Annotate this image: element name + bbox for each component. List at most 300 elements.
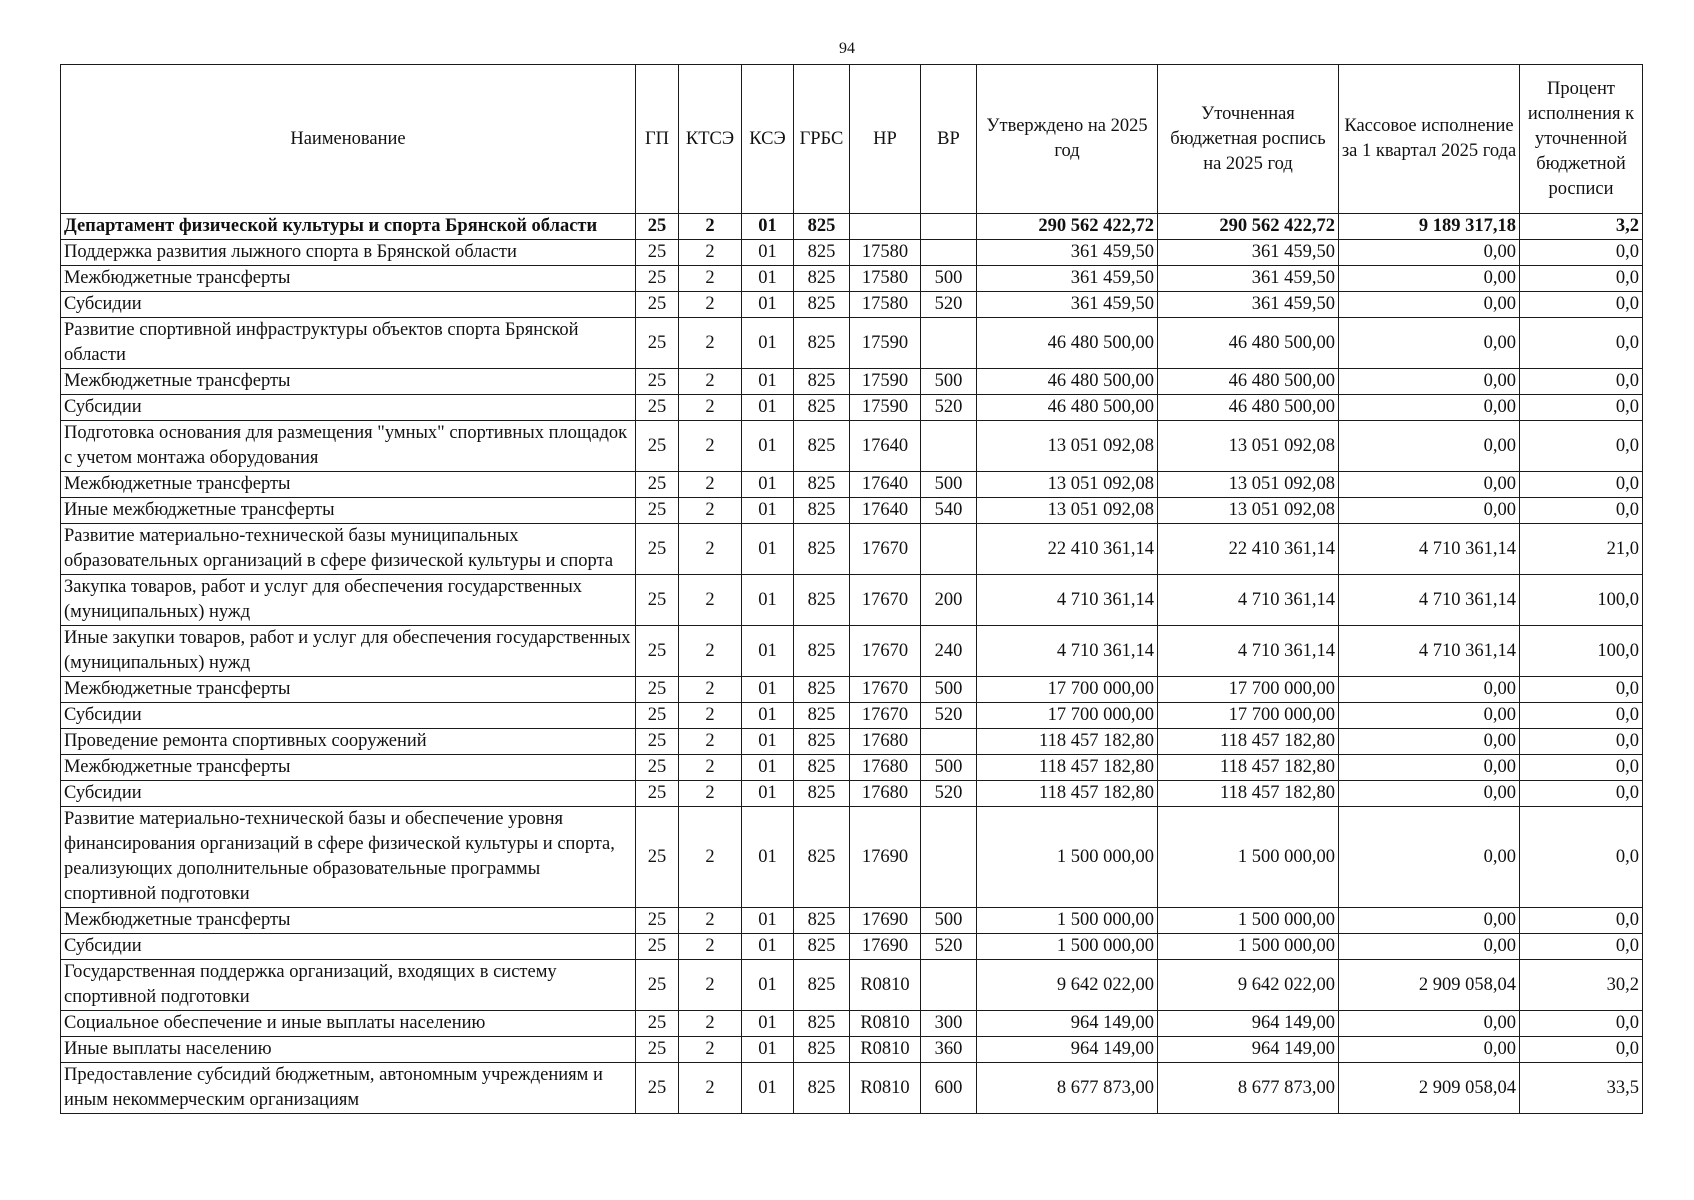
cell-vr: 200 [921, 575, 977, 626]
cell-name: Субсидии [61, 781, 636, 807]
table-row [61, 318, 1643, 369]
cell-percent: 0,0 [1520, 498, 1643, 524]
cell-gp: 25 [636, 934, 679, 960]
cell-approved: 4 710 361,14 [977, 626, 1158, 677]
cell-vr: 500 [921, 677, 977, 703]
cell-ktse: 2 [679, 472, 742, 498]
cell-cash: 0,00 [1339, 729, 1520, 755]
cell-refined: 17 700 000,00 [1158, 677, 1339, 703]
cell-grbs: 825 [794, 1037, 850, 1063]
cell-percent: 0,0 [1520, 755, 1643, 781]
cell-grbs: 825 [794, 729, 850, 755]
cell-grbs: 825 [794, 626, 850, 677]
table-row [61, 807, 1643, 908]
cell-name: Иные выплаты населению [61, 1037, 636, 1063]
cell-kse: 01 [742, 214, 794, 240]
cell-name: Субсидии [61, 703, 636, 729]
cell-cash: 0,00 [1339, 292, 1520, 318]
cell-refined: 46 480 500,00 [1158, 395, 1339, 421]
cell-kse: 01 [742, 807, 794, 908]
budget-table-body [61, 214, 1643, 1114]
cell-refined: 964 149,00 [1158, 1037, 1339, 1063]
cell-nr: 17670 [850, 575, 921, 626]
cell-name: Развитие материально-технической базы и обеспечение уровня финансирования организаций в сфере физической культуры и спорта, реализующих дополнительные образовательные программы спортивной подготовки [61, 807, 636, 908]
table-row [61, 755, 1643, 781]
cell-ktse: 2 [679, 214, 742, 240]
table-row [61, 395, 1643, 421]
cell-cash: 0,00 [1339, 908, 1520, 934]
cell-ktse: 2 [679, 498, 742, 524]
cell-nr: 17670 [850, 703, 921, 729]
cell-refined: 118 457 182,80 [1158, 755, 1339, 781]
header-ktse: КТСЭ [679, 65, 742, 214]
cell-grbs: 825 [794, 318, 850, 369]
cell-gp: 25 [636, 214, 679, 240]
cell-name: Межбюджетные трансферты [61, 266, 636, 292]
cell-gp: 25 [636, 960, 679, 1011]
cell-percent: 0,0 [1520, 781, 1643, 807]
cell-percent: 0,0 [1520, 266, 1643, 292]
cell-ktse: 2 [679, 266, 742, 292]
cell-ktse: 2 [679, 369, 742, 395]
cell-grbs: 825 [794, 369, 850, 395]
cell-approved: 964 149,00 [977, 1011, 1158, 1037]
cell-nr: 17670 [850, 626, 921, 677]
cell-nr: R0810 [850, 1011, 921, 1037]
cell-vr: 240 [921, 626, 977, 677]
cell-approved: 13 051 092,08 [977, 472, 1158, 498]
cell-gp: 25 [636, 755, 679, 781]
cell-approved: 13 051 092,08 [977, 421, 1158, 472]
cell-name: Субсидии [61, 395, 636, 421]
cell-nr: 17670 [850, 524, 921, 575]
cell-kse: 01 [742, 292, 794, 318]
header-percent: Процент исполнения к уточненной бюджетной росписи [1520, 65, 1643, 214]
header-grbs: ГРБС [794, 65, 850, 214]
cell-vr: 500 [921, 369, 977, 395]
cell-grbs: 825 [794, 240, 850, 266]
header-refined: Уточненная бюджетная роспись на 2025 год [1158, 65, 1339, 214]
cell-percent: 0,0 [1520, 677, 1643, 703]
cell-vr [921, 214, 977, 240]
cell-cash: 0,00 [1339, 395, 1520, 421]
cell-refined: 46 480 500,00 [1158, 369, 1339, 395]
cell-cash: 0,00 [1339, 781, 1520, 807]
cell-grbs: 825 [794, 781, 850, 807]
cell-grbs: 825 [794, 472, 850, 498]
cell-ktse: 2 [679, 807, 742, 908]
cell-nr: 17690 [850, 934, 921, 960]
header-kse: КСЭ [742, 65, 794, 214]
cell-kse: 01 [742, 266, 794, 292]
cell-approved: 1 500 000,00 [977, 807, 1158, 908]
table-row [61, 214, 1643, 240]
table-row [61, 781, 1643, 807]
cell-approved: 17 700 000,00 [977, 677, 1158, 703]
cell-approved: 8 677 873,00 [977, 1063, 1158, 1114]
cell-gp: 25 [636, 908, 679, 934]
header-nr: НР [850, 65, 921, 214]
cell-approved: 1 500 000,00 [977, 934, 1158, 960]
cell-kse: 01 [742, 498, 794, 524]
cell-gp: 25 [636, 240, 679, 266]
cell-name: Развитие спортивной инфраструктуры объектов спорта Брянской области [61, 318, 636, 369]
cell-cash: 4 710 361,14 [1339, 626, 1520, 677]
cell-nr: R0810 [850, 1037, 921, 1063]
cell-name: Межбюджетные трансферты [61, 677, 636, 703]
cell-name: Государственная поддержка организаций, входящих в систему спортивной подготовки [61, 960, 636, 1011]
cell-nr: 17680 [850, 781, 921, 807]
cell-name: Проведение ремонта спортивных сооружений [61, 729, 636, 755]
cell-percent: 0,0 [1520, 729, 1643, 755]
cell-refined: 118 457 182,80 [1158, 729, 1339, 755]
cell-kse: 01 [742, 1037, 794, 1063]
cell-ktse: 2 [679, 677, 742, 703]
cell-nr: R0810 [850, 960, 921, 1011]
cell-ktse: 2 [679, 524, 742, 575]
cell-percent: 0,0 [1520, 369, 1643, 395]
cell-vr: 540 [921, 498, 977, 524]
cell-kse: 01 [742, 934, 794, 960]
cell-approved: 46 480 500,00 [977, 318, 1158, 369]
page-number: 94 [839, 40, 855, 57]
table-row [61, 934, 1643, 960]
header-name: Наименование [61, 65, 636, 214]
cell-cash: 4 710 361,14 [1339, 524, 1520, 575]
cell-gp: 25 [636, 781, 679, 807]
cell-kse: 01 [742, 626, 794, 677]
cell-percent: 0,0 [1520, 807, 1643, 908]
cell-kse: 01 [742, 472, 794, 498]
cell-ktse: 2 [679, 240, 742, 266]
cell-approved: 361 459,50 [977, 240, 1158, 266]
header-approved: Утверждено на 2025 год [977, 65, 1158, 214]
cell-approved: 118 457 182,80 [977, 781, 1158, 807]
cell-vr: 600 [921, 1063, 977, 1114]
cell-approved: 17 700 000,00 [977, 703, 1158, 729]
cell-ktse: 2 [679, 626, 742, 677]
cell-cash: 2 909 058,04 [1339, 960, 1520, 1011]
header-vr: ВР [921, 65, 977, 214]
cell-kse: 01 [742, 240, 794, 266]
cell-grbs: 825 [794, 908, 850, 934]
cell-nr: 17670 [850, 677, 921, 703]
cell-grbs: 825 [794, 266, 850, 292]
cell-name: Социальное обеспечение и иные выплаты населению [61, 1011, 636, 1037]
cell-refined: 46 480 500,00 [1158, 318, 1339, 369]
cell-cash: 0,00 [1339, 472, 1520, 498]
cell-grbs: 825 [794, 292, 850, 318]
cell-ktse: 2 [679, 318, 742, 369]
cell-cash: 2 909 058,04 [1339, 1063, 1520, 1114]
cell-approved: 361 459,50 [977, 292, 1158, 318]
cell-nr: 17680 [850, 755, 921, 781]
cell-ktse: 2 [679, 292, 742, 318]
cell-kse: 01 [742, 755, 794, 781]
cell-kse: 01 [742, 318, 794, 369]
cell-ktse: 2 [679, 781, 742, 807]
table-row [61, 703, 1643, 729]
table-row [61, 1011, 1643, 1037]
cell-gp: 25 [636, 729, 679, 755]
cell-vr [921, 524, 977, 575]
cell-percent: 0,0 [1520, 395, 1643, 421]
table-row [61, 677, 1643, 703]
cell-percent: 3,2 [1520, 214, 1643, 240]
cell-cash: 0,00 [1339, 703, 1520, 729]
cell-percent: 21,0 [1520, 524, 1643, 575]
cell-name: Субсидии [61, 292, 636, 318]
cell-approved: 361 459,50 [977, 266, 1158, 292]
cell-percent: 100,0 [1520, 626, 1643, 677]
cell-kse: 01 [742, 421, 794, 472]
cell-kse: 01 [742, 677, 794, 703]
cell-name: Департамент физической культуры и спорта Брянской области [61, 214, 636, 240]
cell-gp: 25 [636, 266, 679, 292]
cell-ktse: 2 [679, 1063, 742, 1114]
cell-nr: 17680 [850, 729, 921, 755]
cell-percent: 0,0 [1520, 421, 1643, 472]
cell-nr: 17690 [850, 807, 921, 908]
cell-percent: 0,0 [1520, 703, 1643, 729]
table-row [61, 472, 1643, 498]
cell-grbs: 825 [794, 934, 850, 960]
table-row [61, 524, 1643, 575]
cell-name: Поддержка развития лыжного спорта в Брянской области [61, 240, 636, 266]
table-row [61, 908, 1643, 934]
cell-nr: 17590 [850, 318, 921, 369]
cell-gp: 25 [636, 1063, 679, 1114]
cell-nr: 17640 [850, 472, 921, 498]
cell-name: Иные межбюджетные трансферты [61, 498, 636, 524]
cell-vr [921, 240, 977, 266]
cell-ktse: 2 [679, 1037, 742, 1063]
cell-grbs: 825 [794, 1011, 850, 1037]
cell-ktse: 2 [679, 960, 742, 1011]
cell-gp: 25 [636, 677, 679, 703]
cell-refined: 8 677 873,00 [1158, 1063, 1339, 1114]
cell-refined: 964 149,00 [1158, 1011, 1339, 1037]
cell-refined: 1 500 000,00 [1158, 908, 1339, 934]
cell-percent: 30,2 [1520, 960, 1643, 1011]
cell-kse: 01 [742, 703, 794, 729]
cell-nr: 17590 [850, 395, 921, 421]
cell-name: Субсидии [61, 934, 636, 960]
table-row [61, 960, 1643, 1011]
cell-kse: 01 [742, 524, 794, 575]
table-row [61, 729, 1643, 755]
cell-cash: 0,00 [1339, 807, 1520, 908]
cell-vr: 360 [921, 1037, 977, 1063]
cell-approved: 4 710 361,14 [977, 575, 1158, 626]
cell-percent: 0,0 [1520, 472, 1643, 498]
cell-grbs: 825 [794, 214, 850, 240]
cell-grbs: 825 [794, 395, 850, 421]
cell-vr [921, 960, 977, 1011]
header-gp: ГП [636, 65, 679, 214]
cell-approved: 46 480 500,00 [977, 369, 1158, 395]
cell-refined: 361 459,50 [1158, 240, 1339, 266]
cell-vr: 520 [921, 781, 977, 807]
cell-percent: 0,0 [1520, 934, 1643, 960]
cell-refined: 1 500 000,00 [1158, 934, 1339, 960]
cell-name: Иные закупки товаров, работ и услуг для обеспечения государственных (муниципальных) нужд [61, 626, 636, 677]
cell-ktse: 2 [679, 395, 742, 421]
cell-kse: 01 [742, 960, 794, 1011]
cell-grbs: 825 [794, 807, 850, 908]
cell-ktse: 2 [679, 1011, 742, 1037]
cell-approved: 9 642 022,00 [977, 960, 1158, 1011]
cell-name: Межбюджетные трансферты [61, 908, 636, 934]
cell-cash: 0,00 [1339, 318, 1520, 369]
cell-cash: 4 710 361,14 [1339, 575, 1520, 626]
cell-name: Межбюджетные трансферты [61, 755, 636, 781]
cell-gp: 25 [636, 318, 679, 369]
cell-name: Подготовка основания для размещения "умных" спортивных площадок с учетом монтажа оборудования [61, 421, 636, 472]
cell-gp: 25 [636, 292, 679, 318]
cell-ktse: 2 [679, 729, 742, 755]
cell-refined: 13 051 092,08 [1158, 472, 1339, 498]
cell-grbs: 825 [794, 703, 850, 729]
cell-grbs: 825 [794, 755, 850, 781]
budget-table [60, 64, 1643, 1114]
cell-ktse: 2 [679, 575, 742, 626]
cell-gp: 25 [636, 626, 679, 677]
cell-percent: 100,0 [1520, 575, 1643, 626]
cell-ktse: 2 [679, 934, 742, 960]
cell-vr: 500 [921, 266, 977, 292]
cell-approved: 13 051 092,08 [977, 498, 1158, 524]
cell-grbs: 825 [794, 421, 850, 472]
cell-gp: 25 [636, 472, 679, 498]
cell-grbs: 825 [794, 575, 850, 626]
cell-approved: 22 410 361,14 [977, 524, 1158, 575]
cell-kse: 01 [742, 908, 794, 934]
cell-nr: 17640 [850, 421, 921, 472]
cell-vr: 300 [921, 1011, 977, 1037]
cell-kse: 01 [742, 781, 794, 807]
cell-refined: 22 410 361,14 [1158, 524, 1339, 575]
cell-gp: 25 [636, 1011, 679, 1037]
cell-ktse: 2 [679, 703, 742, 729]
cell-percent: 33,5 [1520, 1063, 1643, 1114]
table-row [61, 240, 1643, 266]
cell-refined: 118 457 182,80 [1158, 781, 1339, 807]
cell-approved: 1 500 000,00 [977, 908, 1158, 934]
header-row [61, 65, 1643, 214]
cell-nr [850, 214, 921, 240]
cell-refined: 4 710 361,14 [1158, 575, 1339, 626]
cell-cash: 0,00 [1339, 934, 1520, 960]
cell-percent: 0,0 [1520, 1011, 1643, 1037]
table-row [61, 266, 1643, 292]
cell-nr: 17640 [850, 498, 921, 524]
cell-kse: 01 [742, 1063, 794, 1114]
cell-vr: 500 [921, 472, 977, 498]
table-row [61, 1037, 1643, 1063]
cell-name: Межбюджетные трансферты [61, 472, 636, 498]
cell-refined: 9 642 022,00 [1158, 960, 1339, 1011]
cell-approved: 290 562 422,72 [977, 214, 1158, 240]
cell-approved: 46 480 500,00 [977, 395, 1158, 421]
cell-ktse: 2 [679, 755, 742, 781]
cell-approved: 964 149,00 [977, 1037, 1158, 1063]
cell-gp: 25 [636, 807, 679, 908]
cell-name: Закупка товаров, работ и услуг для обеспечения государственных (муниципальных) нужд [61, 575, 636, 626]
cell-vr: 500 [921, 755, 977, 781]
cell-grbs: 825 [794, 524, 850, 575]
cell-gp: 25 [636, 524, 679, 575]
cell-name: Развитие материально-технической базы муниципальных образовательных организаций в сфере физической культуры и спорта [61, 524, 636, 575]
cell-nr: R0810 [850, 1063, 921, 1114]
cell-vr [921, 421, 977, 472]
cell-refined: 361 459,50 [1158, 292, 1339, 318]
cell-refined: 4 710 361,14 [1158, 626, 1339, 677]
cell-percent: 0,0 [1520, 240, 1643, 266]
cell-gp: 25 [636, 421, 679, 472]
cell-vr: 520 [921, 395, 977, 421]
cell-approved: 118 457 182,80 [977, 755, 1158, 781]
cell-cash: 9 189 317,18 [1339, 214, 1520, 240]
cell-cash: 0,00 [1339, 755, 1520, 781]
cell-cash: 0,00 [1339, 240, 1520, 266]
cell-ktse: 2 [679, 908, 742, 934]
cell-cash: 0,00 [1339, 498, 1520, 524]
header-cash: Кассовое исполнение за 1 квартал 2025 года [1339, 65, 1520, 214]
cell-vr [921, 729, 977, 755]
cell-nr: 17590 [850, 369, 921, 395]
cell-grbs: 825 [794, 677, 850, 703]
cell-refined: 13 051 092,08 [1158, 498, 1339, 524]
cell-approved: 118 457 182,80 [977, 729, 1158, 755]
table-row [61, 369, 1643, 395]
cell-vr: 520 [921, 292, 977, 318]
cell-name: Межбюджетные трансферты [61, 369, 636, 395]
cell-ktse: 2 [679, 421, 742, 472]
table-row [61, 498, 1643, 524]
cell-nr: 17690 [850, 908, 921, 934]
cell-nr: 17580 [850, 240, 921, 266]
cell-name: Предоставление субсидий бюджетным, автономным учреждениям и иным некоммерческим организациям [61, 1063, 636, 1114]
cell-nr: 17580 [850, 266, 921, 292]
cell-percent: 0,0 [1520, 908, 1643, 934]
cell-nr: 17580 [850, 292, 921, 318]
cell-refined: 290 562 422,72 [1158, 214, 1339, 240]
cell-refined: 1 500 000,00 [1158, 807, 1339, 908]
table-row [61, 421, 1643, 472]
cell-vr [921, 318, 977, 369]
cell-percent: 0,0 [1520, 1037, 1643, 1063]
cell-gp: 25 [636, 1037, 679, 1063]
cell-kse: 01 [742, 369, 794, 395]
cell-percent: 0,0 [1520, 318, 1643, 369]
cell-kse: 01 [742, 729, 794, 755]
cell-kse: 01 [742, 395, 794, 421]
cell-cash: 0,00 [1339, 369, 1520, 395]
cell-percent: 0,0 [1520, 292, 1643, 318]
table-row [61, 1063, 1643, 1114]
cell-refined: 17 700 000,00 [1158, 703, 1339, 729]
cell-vr: 500 [921, 908, 977, 934]
cell-vr: 520 [921, 934, 977, 960]
cell-cash: 0,00 [1339, 266, 1520, 292]
cell-cash: 0,00 [1339, 677, 1520, 703]
table-row [61, 626, 1643, 677]
cell-refined: 13 051 092,08 [1158, 421, 1339, 472]
cell-vr: 520 [921, 703, 977, 729]
cell-cash: 0,00 [1339, 1011, 1520, 1037]
cell-gp: 25 [636, 498, 679, 524]
